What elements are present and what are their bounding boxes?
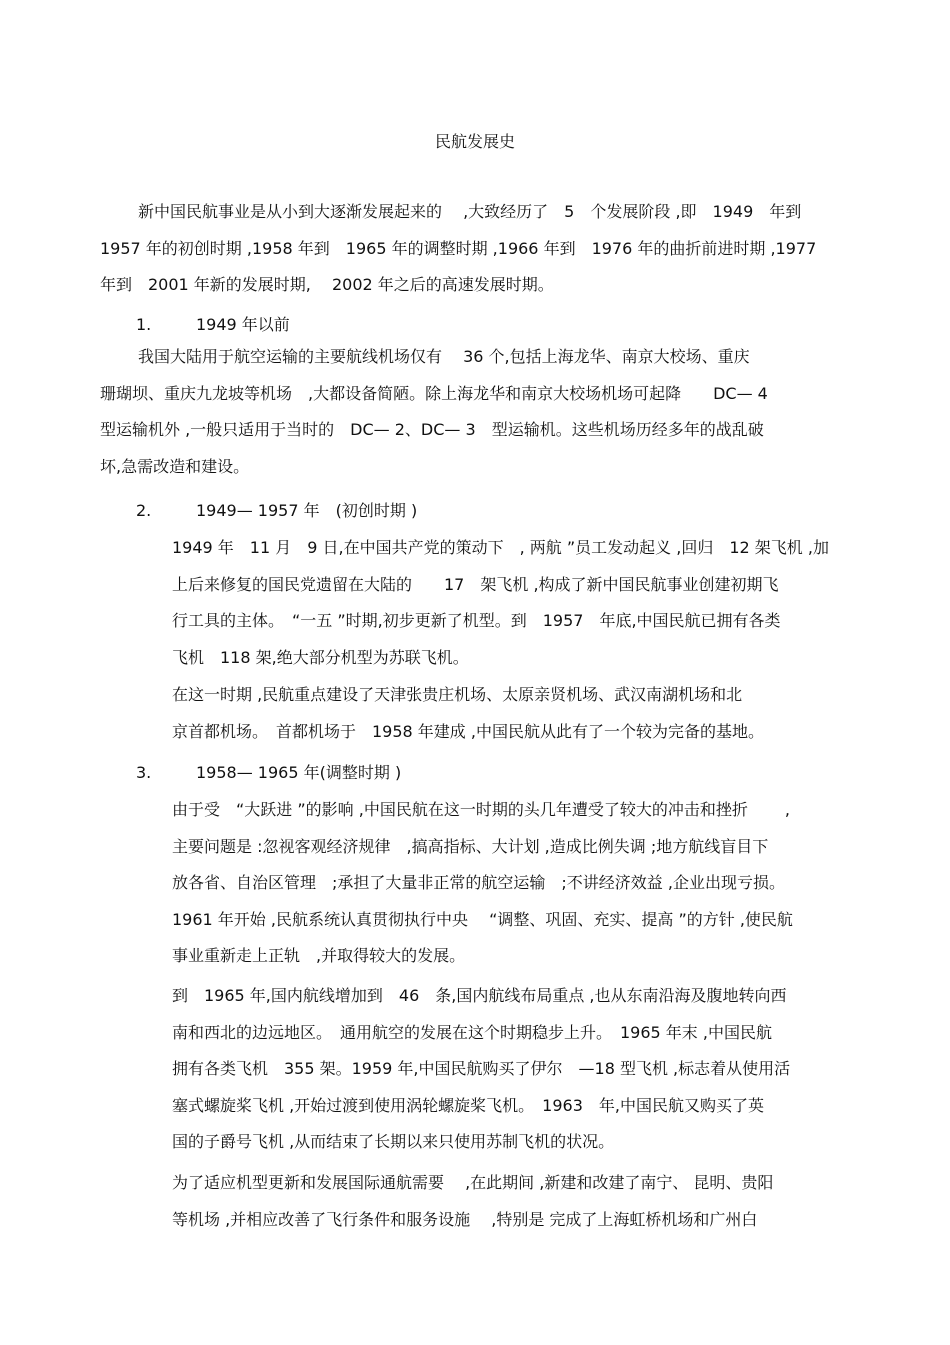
text-line: 放各省、自治区管理 ;承担了大量非正常的航空运输 ;不讲经济效益 ,企业出现亏损。	[172, 873, 785, 892]
text-line: 拥有各类飞机 355 架。1959 年,中国民航购买了伊尔 —18 型飞机 ,标志着从使用活	[172, 1059, 791, 1078]
text-line: 上后来修复的国民党遗留在大陆的 17 架飞机 ,构成了新中国民航事业创建初期飞	[172, 574, 779, 594]
section-paragraph	[172, 677, 847, 750]
text-line: 京首都机场。 首都机场于 1958 年建成 ,中国民航从此有了一个较为完备的基地。	[172, 721, 764, 741]
text-line: 珊瑚坝、重庆九龙坡等机场 ,大都设备简陋。除上海龙华和南京大校场机场可起降 DC— 4	[100, 383, 768, 403]
text-line: 1961 年开始 ,民航系统认真贯彻执行中央 “调整、巩固、充实、提高 ”的方针 ,使民航	[172, 909, 793, 929]
section-heading	[136, 500, 417, 522]
text-line: 我国大陆用于航空运输的主要航线机场仅有 36 个,包括上海龙华、南京大校场、重庆	[138, 347, 750, 366]
section-heading	[136, 762, 401, 784]
section-number: 2.	[136, 501, 152, 520]
section-paragraph	[100, 339, 850, 485]
text-line: 南和西北的边远地区。 通用航空的发展在这个时期稳步上升。 1965 年末 ,中国民航	[172, 1022, 772, 1042]
document-title: 民航发展史	[434, 132, 515, 151]
text-line: 型运输机外 ,一般只适用于当时的 DC— 2、DC— 3 型运输机。这些机场历经多年的战乱破	[100, 420, 764, 439]
text-line: 主要问题是 :忽视客观经济规律 ,搞高指标、大计划 ,造成比例失调 ;地方航线盲目下	[172, 836, 769, 856]
section-number: 3.	[136, 763, 152, 782]
text-line: 新中国民航事业是从小到大逐渐发展起来的 ,大致经历了 5 个发展阶段 ,即 1949 年到	[138, 202, 802, 221]
section-paragraph	[172, 1165, 847, 1238]
section-heading	[136, 314, 290, 336]
section-number: 1.	[136, 315, 152, 334]
section-paragraph	[172, 792, 847, 975]
section-title: 1949— 1957 年 (初创时期 )	[196, 501, 418, 520]
section-paragraph	[172, 530, 847, 676]
text-line: 1957 年的初创时期 ,1958 年到 1965 年的调整时期 ,1966 年到 1976 年的曲折前进时期 ,1977	[100, 238, 817, 258]
text-line: 为了适应机型更新和发展国际通航需要 ,在此期间 ,新建和改建了南宁、 昆明、贵阳	[172, 1173, 774, 1192]
text-line: 由于受 “大跃进 ”的影响 ,中国民航在这一时期的头几年遭受了较大的冲击和挫折 ,	[172, 800, 791, 819]
text-line: 等机场 ,并相应改善了飞行条件和服务设施 ,特别是 完成了上海虹桥机场和广州白	[172, 1209, 758, 1229]
text-line: 1949 年 11 月 9 日,在中国共产党的策动下 , 两航 ”员工发动起义 ,回归 12 架飞机 ,加	[172, 538, 829, 557]
intro-paragraph	[100, 194, 845, 304]
section-title: 1949 年以前	[196, 315, 290, 334]
text-line: 事业重新走上正轨 ,并取得较大的发展。	[172, 946, 466, 965]
text-line: 飞机 118 架,绝大部分机型为苏联飞机。	[172, 647, 469, 667]
text-line: 行工具的主体。 “一五 ”时期,初步更新了机型。到 1957 年底,中国民航已拥有各类	[172, 611, 781, 630]
text-line: 坏,急需改造和建设。	[100, 456, 250, 476]
text-line: 到 1965 年,国内航线增加到 46 条,国内航线布局重点 ,也从东南沿海及腹地转向西	[172, 986, 787, 1005]
section-title: 1958— 1965 年(调整时期 )	[196, 763, 402, 782]
text-line: 年到 2001 年新的发展时期, 2002 年之后的高速发展时期。	[100, 275, 554, 294]
text-line: 塞式螺旋桨飞机 ,开始过渡到使用涡轮螺旋桨飞机。 1963 年,中国民航又购买了英	[172, 1095, 764, 1115]
section-paragraph	[172, 978, 847, 1161]
text-line: 国的子爵号飞机 ,从而结束了长期以来只使用苏制飞机的状况。	[172, 1132, 615, 1151]
text-line: 在这一时期 ,民航重点建设了天津张贵庄机场、太原亲贤机场、武汉南湖机场和北	[172, 685, 743, 704]
